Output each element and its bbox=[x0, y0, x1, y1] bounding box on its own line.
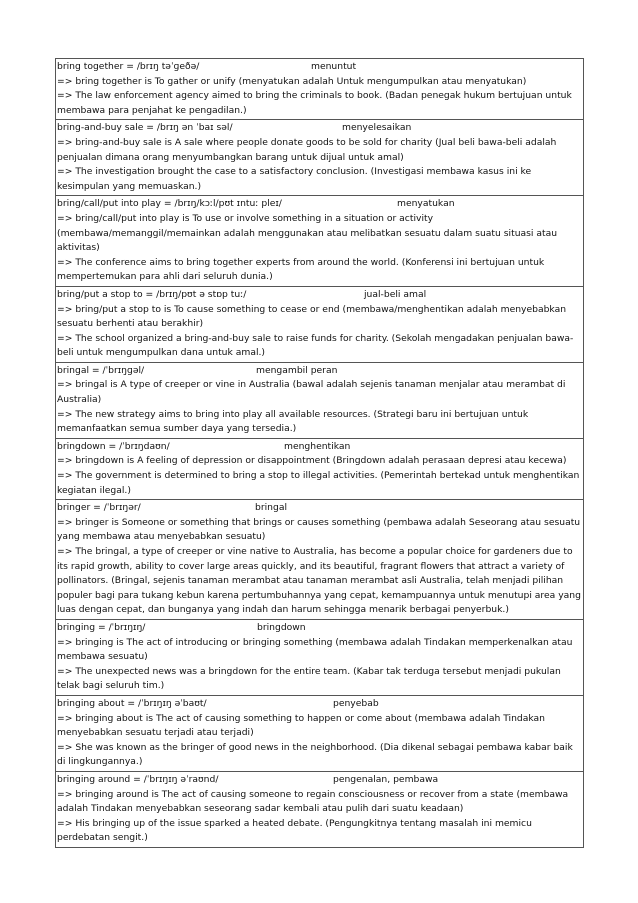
vocab-entry bbox=[55, 58, 584, 119]
definition: => bring together is To gather or unify (menyatukan adalah Untuk mengumpulkan atau menyatukan) bbox=[57, 75, 527, 87]
entry-header bbox=[57, 288, 581, 303]
entry-header bbox=[57, 121, 581, 136]
example: => The law enforcement agency aimed to bring the criminals to book. (Badan penegak hukum bertujuan untuk membawa para penjahat ke pengadilan.) bbox=[57, 90, 572, 116]
entry-header bbox=[57, 364, 581, 379]
example: => The school organized a bring-and-buy sale to raise funds for charity. (Sekolah mengadakan penjualan bawa-beli untuk mengumpulkan dana untuk amal.) bbox=[57, 332, 574, 359]
translation: penyebab bbox=[333, 697, 379, 709]
example: => The new strategy aims to bring into play all available resources. (Strategi baru ini bertujuan untuk memanfaatkan semua sumber daya yang tersedia.) bbox=[57, 408, 529, 435]
vocab-entry bbox=[55, 771, 584, 848]
vocab-entry bbox=[55, 499, 584, 619]
entry-header bbox=[57, 621, 581, 636]
translation: bringal bbox=[255, 502, 287, 514]
translation: menghentikan bbox=[284, 440, 351, 452]
definition: => bringer is Someone or something that brings or causes something (pembawa adalah Seseorang atau sesuatu yang membawa atau menyebabkan sesuatu) bbox=[57, 516, 581, 543]
example: => The conference aims to bring together experts from around the world. (Konferensi ini bertujuan untuk mempertemukan para ahli dari seluruh dunia.) bbox=[57, 256, 545, 283]
entry-header bbox=[57, 60, 581, 75]
definition: => bring/put a stop to is To cause something to cease or end (membawa/menghentikan adalah menyebabkan sesuatu berhenti atau berakhir) bbox=[57, 303, 567, 330]
term-pronunciation: bring/put a stop to = /brɪŋ/pʊt ə stɒp tuː/ bbox=[57, 288, 247, 300]
example: => The investigation brought the case to a satisfactory conclusion. (Investigasi membawa kasus ini ke kesimpulan yang memuaskan.) bbox=[57, 166, 532, 192]
translation: jual-beli amal bbox=[364, 288, 427, 300]
vocab-entry bbox=[55, 286, 584, 362]
definition: => bringing about is The act of causing something to happen or come about (membawa adalah Tindakan menyebabkan sesuatu terjadi atau terjadi) bbox=[57, 712, 545, 739]
definition: => bring/call/put into play is To use or involve something in a situation or activity (membawa/memanggil/memainkan adalah menggunakan atau melibatkan sesuatu dalam suatu situasi atau aktivitas) bbox=[57, 212, 558, 254]
definition: => bringing is The act of introducing or bringing something (membawa adalah Tindakan memperkenalkan atau membawa sesuatu) bbox=[57, 636, 573, 663]
translation: menyatukan bbox=[397, 198, 455, 210]
definition: => bringing around is The act of causing someone to regain consciousness or recover from a state (membawa adalah Tindakan menyebabkan seseorang sadar kembali atau pulih dari suatu keadaan) bbox=[57, 788, 569, 815]
example: => The bringal, a type of creeper or vine native to Australia, has become a popular choice for gardeners due to its rapid growth, ability to cover large areas quickly, and its beautiful, fragrant flowers that attract a variety of pollinators. (Bringal, sejenis tanaman merambat atau tanaman merambat asli Australia, telah menjadi pilihan populer bagi para tukang kebun karena pertumbuhannya yang cepat, kemampuannya untuk menutupi area yang luas dengan cepat, dan bunganya yang indah dan harum sehingga menarik berbagai penyerbuk.) bbox=[57, 546, 581, 616]
definition: => bringdown is A feeling of depression or disappointment (Bringdown adalah perasaan depresi atau kecewa) bbox=[57, 455, 567, 467]
term-pronunciation: bringing around = /ˈbrɪŋɪŋ əˈraʊnd/ bbox=[57, 773, 219, 785]
vocabulary-list bbox=[55, 58, 584, 848]
vocab-entry bbox=[55, 362, 584, 438]
entry-header bbox=[57, 773, 581, 788]
term-pronunciation: bringer = /ˈbrɪŋər/ bbox=[57, 502, 141, 514]
definition: => bringal is A type of creeper or vine in Australia (bawal adalah sejenis tanaman menjalar atau merambat di Australia) bbox=[57, 379, 566, 406]
term-pronunciation: bringing = /ˈbrɪŋɪŋ/ bbox=[57, 621, 146, 633]
term-pronunciation: bring together = /brɪŋ təˈɡeðə/ bbox=[57, 61, 200, 72]
vocab-entry bbox=[55, 119, 584, 195]
vocab-entry bbox=[55, 619, 584, 695]
vocab-entry bbox=[55, 695, 584, 771]
translation: mengambil peran bbox=[256, 364, 338, 376]
vocab-entry bbox=[55, 438, 584, 499]
term-pronunciation: bring/call/put into play = /brɪŋ/kɔːl/pʊt ɪntuː pleɪ/ bbox=[57, 198, 282, 210]
term-pronunciation: bringdown = /ˈbrɪŋdaʊn/ bbox=[57, 440, 170, 452]
entry-header bbox=[57, 697, 581, 712]
translation: menyelesaikan bbox=[342, 122, 412, 134]
term-pronunciation: bringal = /ˈbrɪŋɡəl/ bbox=[57, 364, 145, 376]
term-pronunciation: bringing about = /ˈbrɪŋɪŋ əˈbaʊt/ bbox=[57, 697, 207, 709]
vocab-entry bbox=[55, 195, 584, 286]
example: => She was known as the bringer of good news in the neighborhood. (Dia dikenal sebagai pembawa kabar baik di lingkungannya.) bbox=[57, 741, 573, 768]
entry-header bbox=[57, 197, 581, 212]
translation: menuntut bbox=[311, 61, 357, 72]
translation: pengenalan, pembawa bbox=[333, 773, 439, 785]
definition: => bring-and-buy sale is A sale where people donate goods to be sold for charity (Jual beli bawa-beli adalah penjualan dimana orang menyumbangkan barang untuk dijual untuk amal) bbox=[57, 136, 557, 163]
example: => The unexpected news was a bringdown for the entire team. (Kabar tak terduga tersebut menjadi pukulan telak bagi seluruh tim.) bbox=[57, 665, 561, 692]
example: => His bringing up of the issue sparked a heated debate. (Pengungkitnya tentang masalah ini memicu perdebatan sengit.) bbox=[57, 817, 532, 844]
translation: bringdown bbox=[257, 621, 306, 633]
entry-header bbox=[57, 501, 581, 516]
term-pronunciation: bring-and-buy sale = /brɪŋ ən ˈbaɪ səl/ bbox=[57, 122, 233, 134]
entry-header bbox=[57, 440, 581, 455]
example: => The government is determined to bring a stop to illegal activities. (Pemerintah bertekad untuk menghentikan kegiatan ilegal.) bbox=[57, 470, 580, 496]
